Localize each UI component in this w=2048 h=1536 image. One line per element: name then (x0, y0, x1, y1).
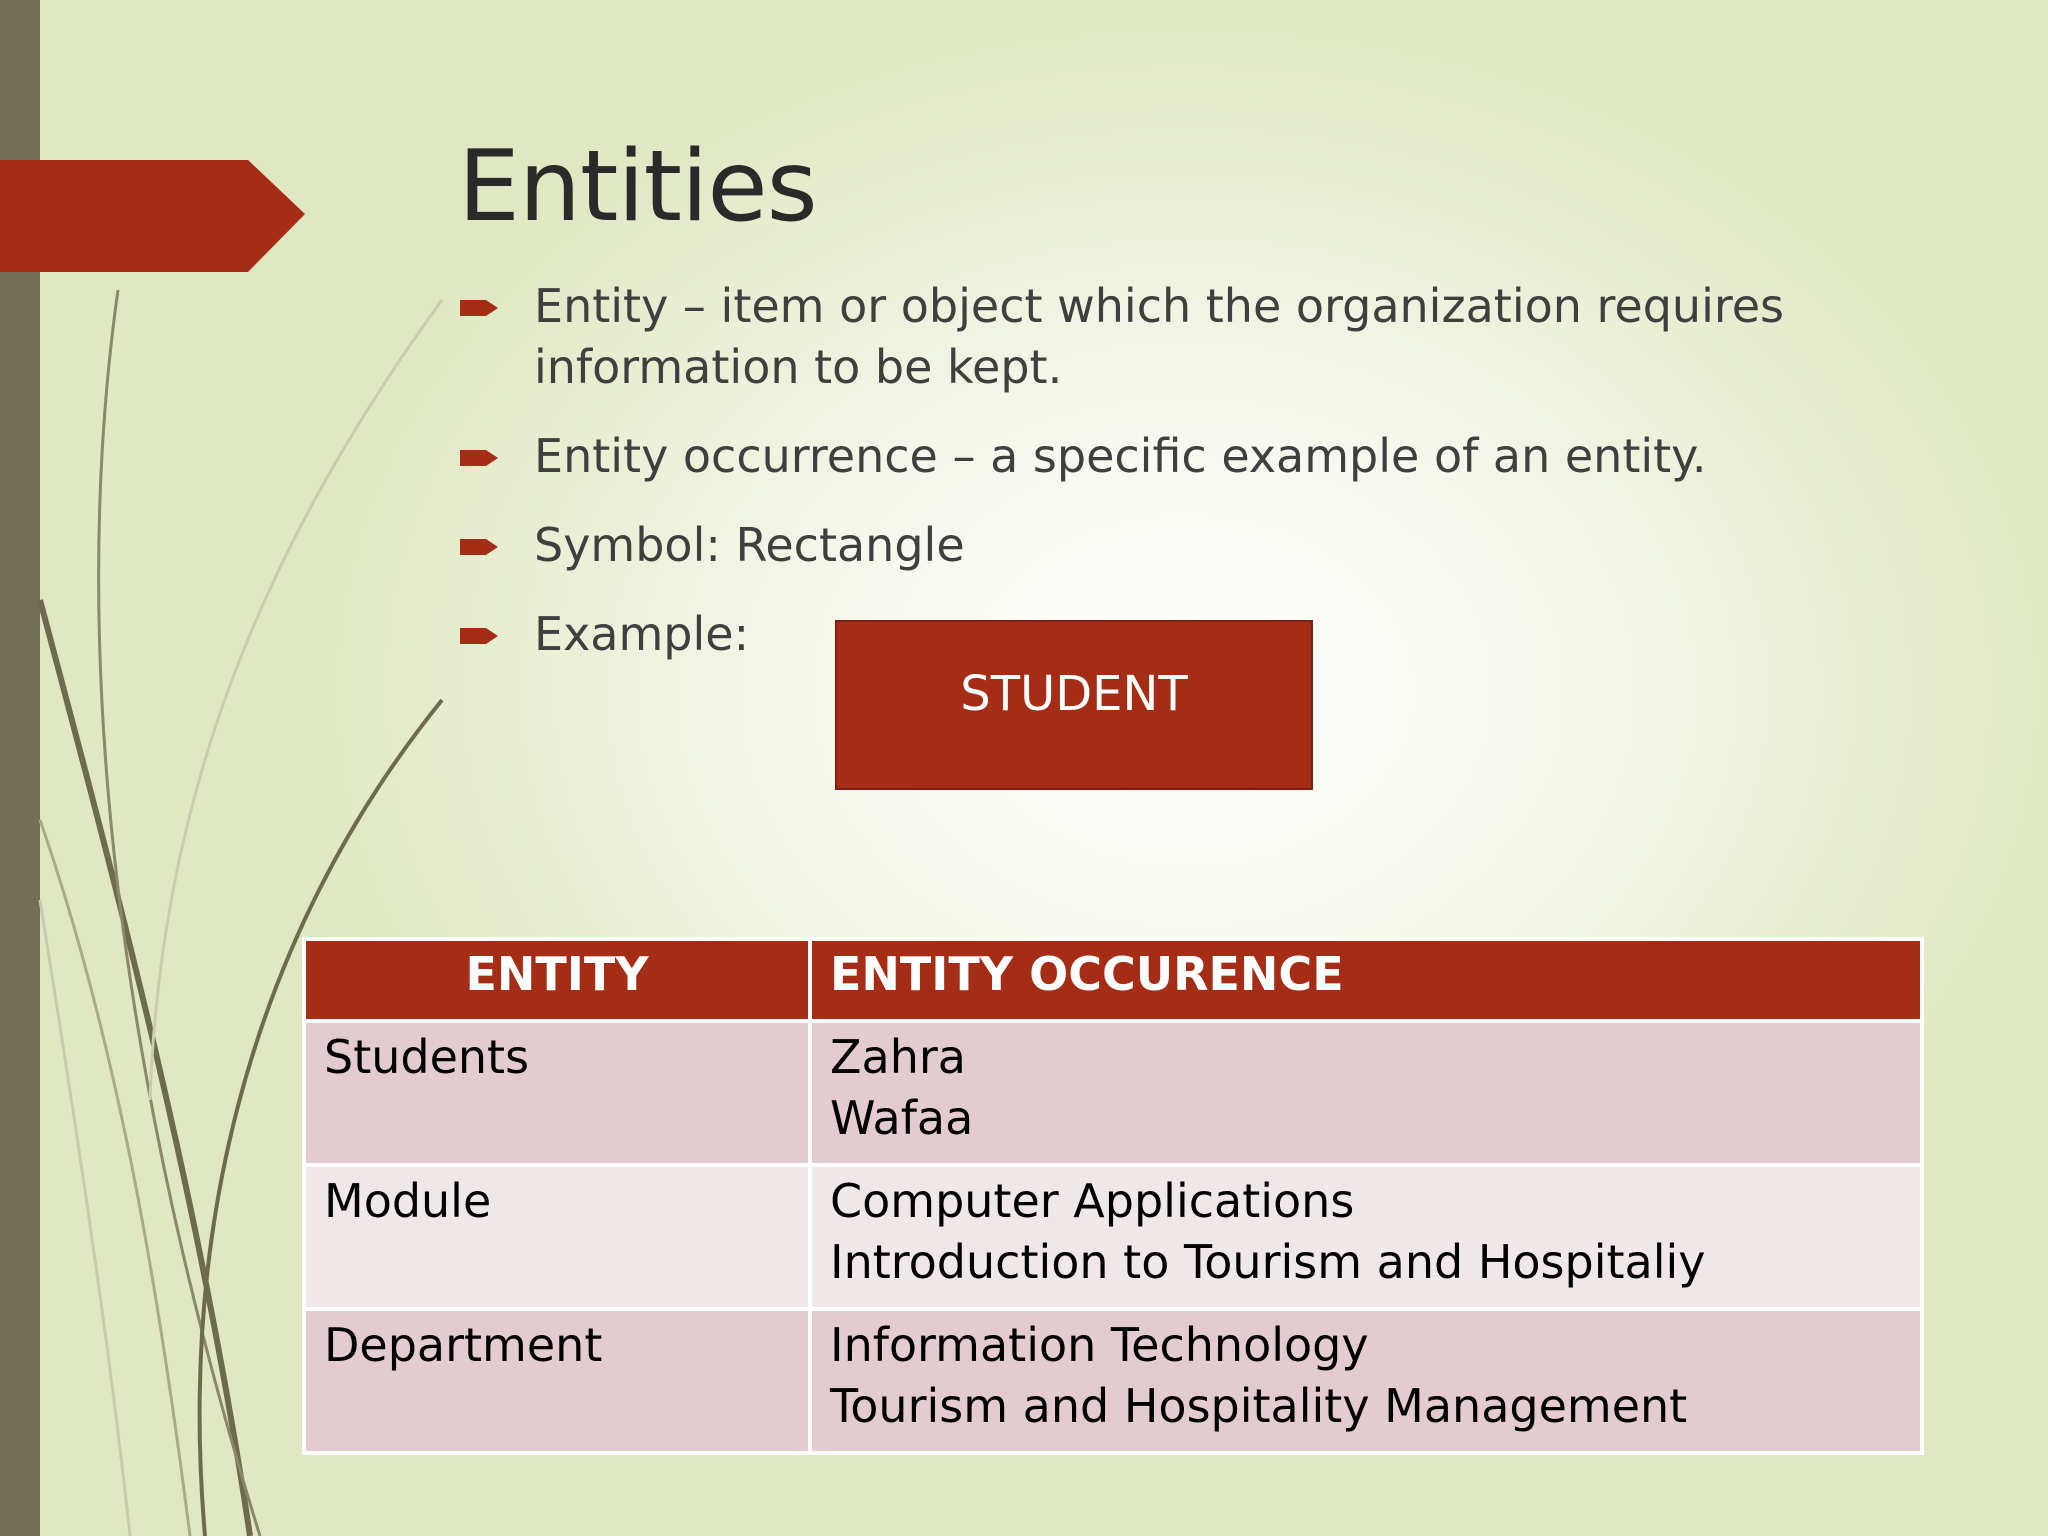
occurrence-value: Information Technology (830, 1318, 1369, 1372)
arrow-bullet-icon (460, 446, 500, 470)
cell-entity: Module (304, 1165, 810, 1309)
occurrence-value: Introduction to Tourism and Hospitaliy (830, 1235, 1706, 1289)
table-row (304, 1165, 1922, 1309)
table-header-row (304, 939, 1922, 1021)
table-row (304, 1021, 1922, 1165)
cell-occurrences (810, 1309, 1922, 1453)
bullet-text: information to be kept. (534, 340, 1063, 394)
bullet-item-symbol (460, 515, 1860, 576)
arrow-bullet-icon (460, 624, 500, 648)
occurrence-value: Tourism and Hospitality Management (830, 1379, 1688, 1433)
occurrence-value: Zahra (830, 1030, 966, 1084)
occurrence-value: Computer Applications (830, 1174, 1355, 1228)
bullet-item-occurrence (460, 426, 1860, 487)
arrow-bullet-icon (460, 535, 500, 559)
cell-entity: Department (304, 1309, 810, 1453)
occurrence-value: Wafaa (830, 1091, 974, 1145)
cell-occurrences (810, 1165, 1922, 1309)
bullet-text: Symbol: Rectangle (534, 518, 965, 572)
bullet-text: Entity occurrence – a specific example of an entity. (534, 429, 1707, 483)
header-entity-occurrence: ENTITY OCCURENCE (810, 939, 1922, 1021)
slide-title: Entities (458, 130, 817, 244)
entity-occurrence-table (302, 937, 1924, 1455)
bullet-item-entity (460, 276, 1860, 398)
cell-entity: Students (304, 1021, 810, 1165)
bullet-text: Entity – item or object which the organization requires (534, 279, 1785, 333)
header-entity: ENTITY (304, 939, 810, 1021)
arrow-bullet-icon (460, 296, 500, 320)
cell-occurrences (810, 1021, 1922, 1165)
bullet-text: Example: (534, 607, 750, 661)
table-row (304, 1309, 1922, 1453)
entity-rectangle-example: STUDENT (835, 620, 1313, 790)
